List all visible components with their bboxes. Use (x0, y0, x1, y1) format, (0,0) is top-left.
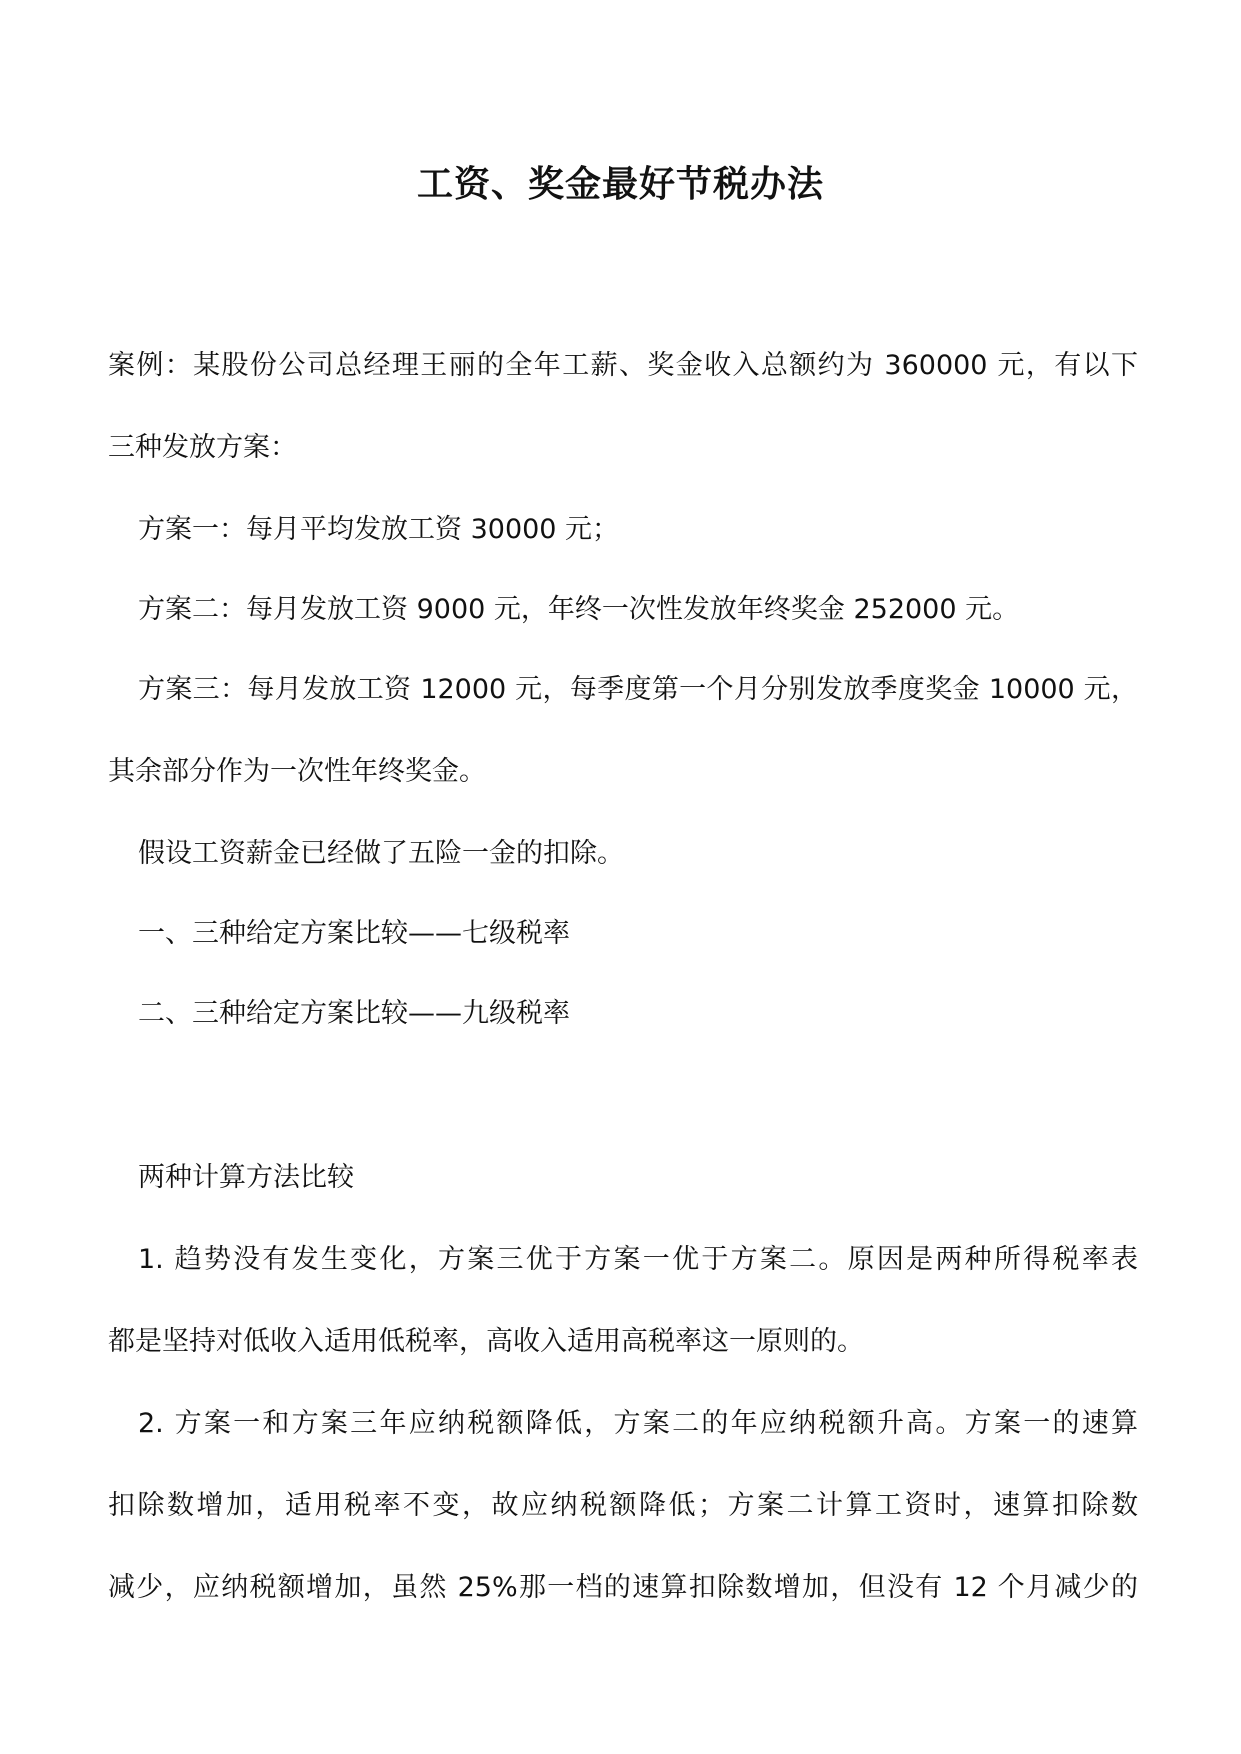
paragraph-line-case-cont: 三种发放方案： (108, 432, 297, 463)
plan-two-line: 方案二：每月发放工资 9000 元，年终一次性发放年终奖金 252000 元。 (138, 594, 1020, 625)
plan-three-line: 方案三：每月发放工资 12000 元，每季度第一个月分别发放季度奖金 10000 元， (138, 674, 1138, 705)
point-one-line: 1. 趋势没有发生变化，方案三优于方案一优于方案二。原因是两种所得税率表 (138, 1244, 1138, 1275)
point-two-line: 2. 方案一和方案三年应纳税额降低，方案二的年应纳税额升高。方案一的速算 (138, 1408, 1138, 1439)
plan-three-line-cont: 其余部分作为一次性年终奖金。 (108, 756, 486, 787)
comparison-heading: 两种计算方法比较 (138, 1162, 354, 1193)
paragraph-line-case: 案例：某股份公司总经理王丽的全年工薪、奖金收入总额约为 360000 元，有以下 (108, 350, 1138, 381)
point-two-line-cont-1: 扣除数增加，适用税率不变，故应纳税额降低；方案二计算工资时，速算扣除数 (108, 1490, 1138, 1521)
point-one-line-cont: 都是坚持对低收入适用低税率，高收入适用高税率这一原则的。 (108, 1326, 864, 1357)
point-two-line-cont-2: 减少，应纳税额增加，虽然 25%那一档的速算扣除数增加，但没有 12 个月减少的 (108, 1572, 1138, 1603)
plan-one-line: 方案一：每月平均发放工资 30000 元； (138, 514, 620, 545)
document-title: 工资、奖金最好节税办法 (416, 163, 824, 205)
assumption-line: 假设工资薪金已经做了五险一金的扣除。 (138, 838, 624, 869)
section-two-heading: 二、三种给定方案比较——九级税率 (138, 998, 570, 1029)
section-one-heading: 一、三种给定方案比较——七级税率 (138, 918, 570, 949)
